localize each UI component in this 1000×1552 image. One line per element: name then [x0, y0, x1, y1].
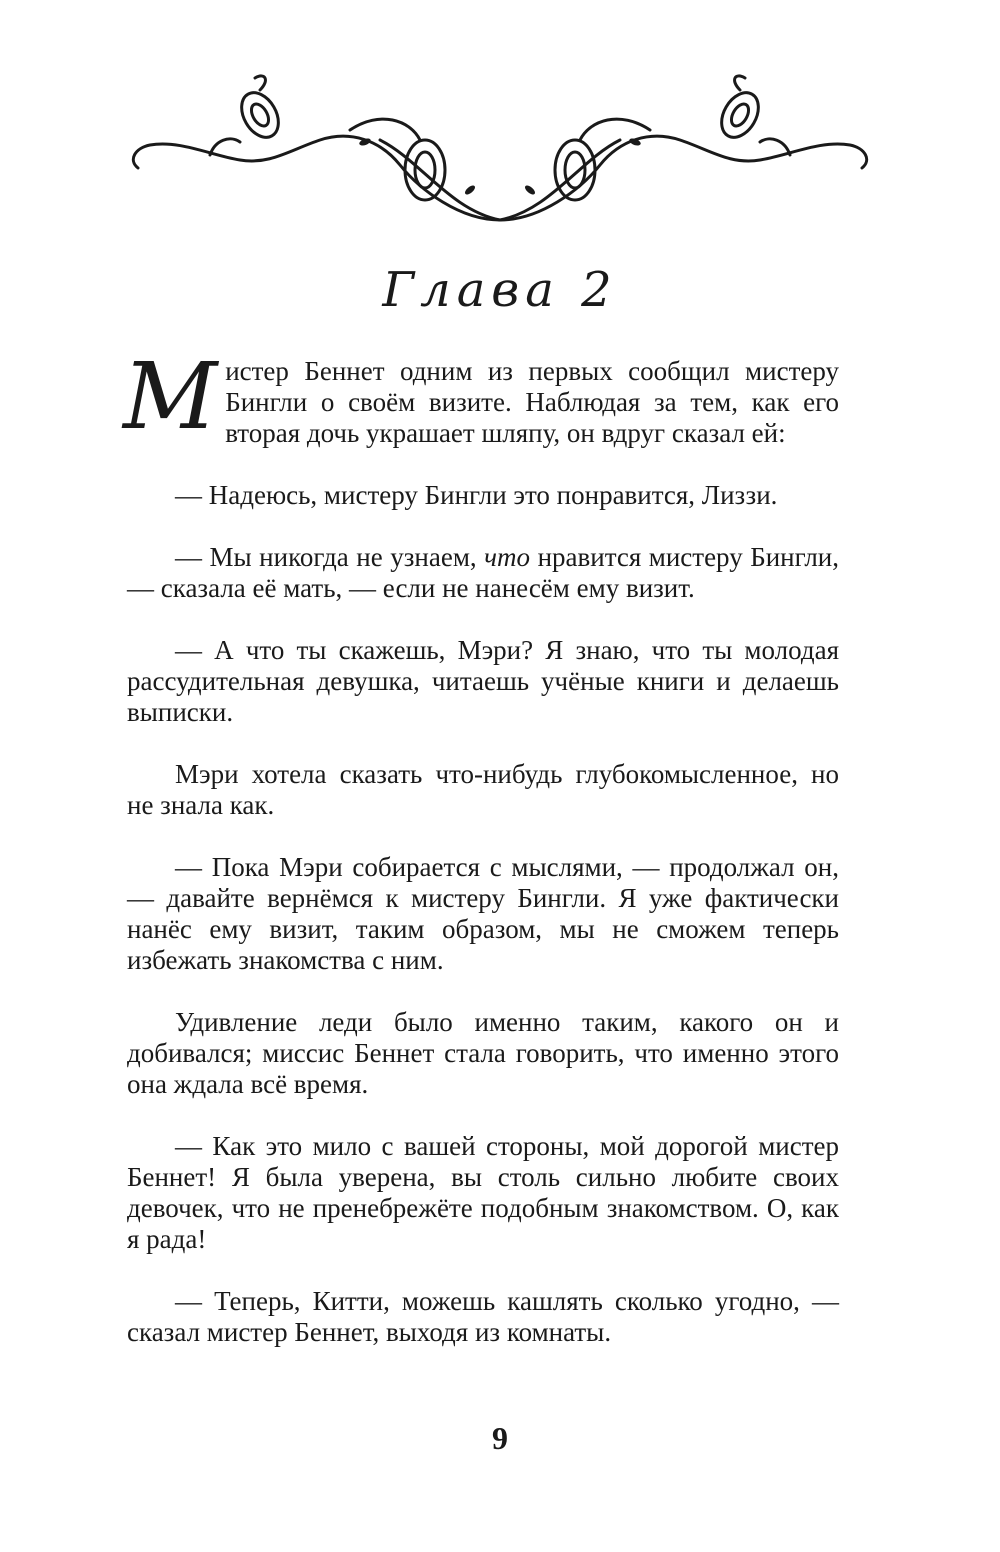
paragraph	[123, 343, 839, 450]
paragraph: — Надеюсь, мистеру Бингли это понравится, Лиззи.	[175, 480, 778, 510]
paragraph: — А что ты скажешь, Мэри? Я знаю, что ты молодая рассудительная девушка, читаешь учёные книги и делаешь выписки.	[127, 635, 839, 727]
paragraph: — Пока Мэри собирается с мыслями, — продолжал он, — давайте вернёмся к мистеру Бингли. Я уже фактически нанёс ему визит, таким образом, мы не сможем теперь избежать знакомства с ним.	[127, 852, 839, 975]
paragraph: — Теперь, Китти, можешь кашлять сколько угодно, — сказал мистер Беннет, выходя из комнаты.	[127, 1286, 839, 1347]
paragraph: — Как это мило с вашей стороны, мой дорогой мистер Беннет! Я была уверена, вы столь сильно любите своих девочек, что не пренебрежёте подобным знакомством. О, как я рада!	[127, 1131, 839, 1254]
paragraph-text: нравится мистеру Бингли, — сказала её мать, — если не нанесём ему визит.	[127, 542, 839, 603]
chapter-title: Глава 2	[382, 262, 618, 318]
paragraph	[127, 542, 839, 604]
drop-cap: М	[123, 343, 218, 450]
paragraph-text: — Мы никогда не узнаем,	[175, 542, 485, 572]
paragraph: Мэри хотела сказать что-нибудь глубокомысленное, но не знала как.	[127, 759, 839, 820]
emphasized-word: что	[484, 542, 531, 572]
ornamental-flourish-icon	[120, 70, 880, 230]
page-number: 9	[492, 1420, 508, 1456]
paragraph-text: истер Беннет одним из первых сообщил мистеру Бингли о своём визите. Наблюдая за тем, как его вторая дочь украшает шляпу, он вдруг сказал ей:	[225, 356, 839, 448]
body-text	[123, 343, 839, 1379]
paragraph: Удивление леди было именно таким, какого он и добивался; миссис Беннет стала говорить, что именно этого она ждала всё время.	[127, 1007, 839, 1099]
